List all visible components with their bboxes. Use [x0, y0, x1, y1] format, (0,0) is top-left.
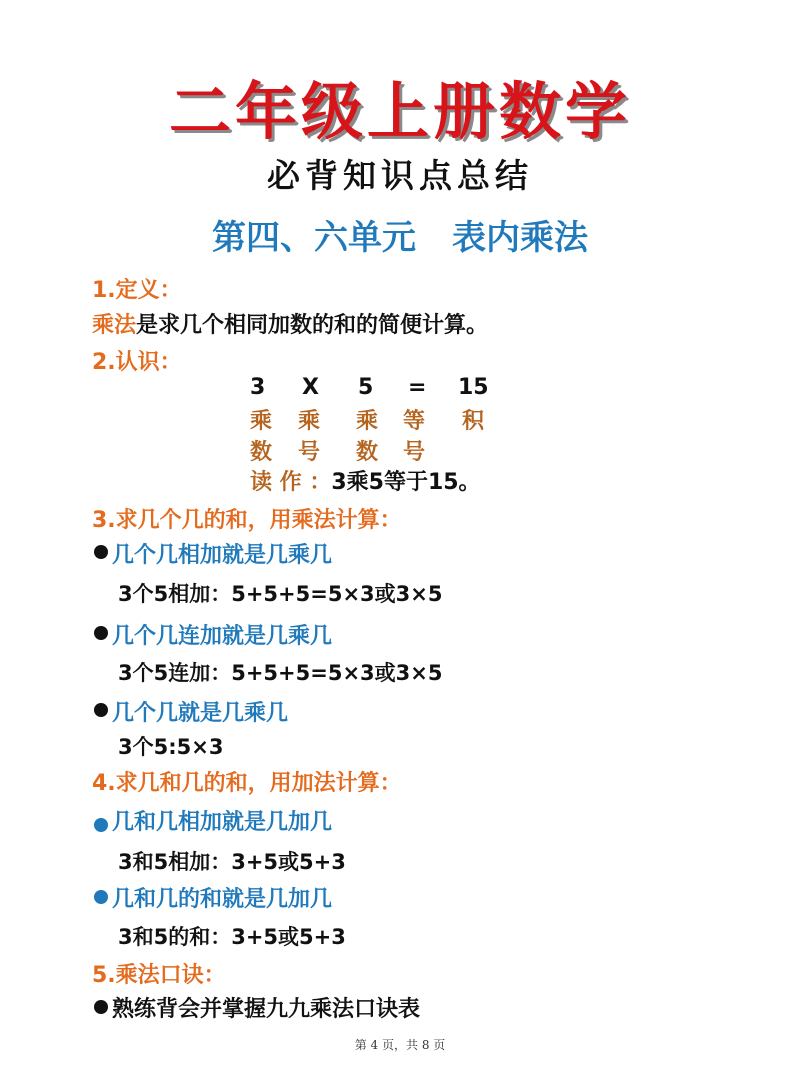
- eq-times-sign: X: [302, 375, 319, 400]
- section-2-heading: 2.认识：: [92, 350, 182, 375]
- page-title: 二年级上册数学: [168, 75, 631, 148]
- definition-text: 是求几个相同加数的和的简便计算。: [136, 313, 489, 338]
- reading-value: 3乘5等于15。: [331, 470, 481, 495]
- bullet-icon: [94, 1000, 108, 1014]
- bullet-icon: [94, 703, 108, 717]
- page-subtitle: 必背知识点总结: [267, 156, 533, 195]
- unit-topic: 表内乘法: [452, 218, 588, 258]
- page-footer: 第 4 页，共 8 页: [354, 1038, 446, 1052]
- rule-3-1: 几个几相加就是几乘几: [112, 543, 333, 568]
- unit-heading: [0, 210, 800, 259]
- eq-product: 15: [458, 375, 489, 400]
- eq-factor-1: 3: [250, 375, 266, 400]
- label-row-1-char-1: 乘: [250, 409, 273, 434]
- label-row-1-char-4: 等: [403, 409, 426, 434]
- example-3-1: 3个5相加：5+5+5=5×3或3×5: [118, 582, 443, 606]
- example-4-2: 3和5的和：3+5或5+3: [118, 925, 346, 949]
- unit-number: 第四、六单元: [212, 218, 416, 258]
- bullet-icon: [94, 545, 108, 559]
- example-3-3: 3个5:5×3: [118, 735, 224, 759]
- label-row-2-char-2: 号: [298, 440, 321, 465]
- section-5-heading: 5.乘法口诀：: [92, 963, 226, 988]
- reading-line: [250, 465, 481, 496]
- label-row-1-char-3: 乘: [356, 409, 379, 434]
- section-1-heading: 1.定义：: [92, 278, 182, 303]
- label-row-2-char-4: 号: [403, 440, 426, 465]
- definition-line: [92, 308, 488, 339]
- rule-4-2: 几和几的和就是几加几: [112, 887, 333, 912]
- label-row-1-char-2: 乘: [298, 409, 321, 434]
- example-4-1: 3和5相加：3+5或5+3: [118, 850, 346, 874]
- label-row-1-char-5: 积: [462, 409, 485, 434]
- reading-label: 读 作 ：: [250, 470, 332, 495]
- example-3-2: 3个5连加：5+5+5=5×3或3×5: [118, 661, 443, 685]
- rule-3-2: 几个几连加就是几乘几: [112, 624, 333, 649]
- label-row-2-char-1: 数: [250, 440, 273, 465]
- section-4-heading: 4.求几和几的和，用加法计算：: [92, 771, 402, 796]
- rule-3-3: 几个几就是几乘几: [112, 701, 289, 726]
- definition-term: 乘法: [92, 313, 137, 338]
- label-row-2-char-3: 数: [356, 440, 379, 465]
- eq-equals-sign: =: [408, 375, 427, 400]
- section-3-heading: 3.求几个几的和，用乘法计算：: [92, 508, 402, 533]
- rule-4-1: 几和几相加就是几加几: [112, 810, 333, 835]
- bullet-icon: [94, 818, 108, 832]
- rule-5-1: 熟练背会并掌握九九乘法口诀表: [112, 997, 421, 1022]
- eq-factor-2: 5: [358, 375, 374, 400]
- bullet-icon: [94, 626, 108, 640]
- bullet-icon: [94, 890, 108, 904]
